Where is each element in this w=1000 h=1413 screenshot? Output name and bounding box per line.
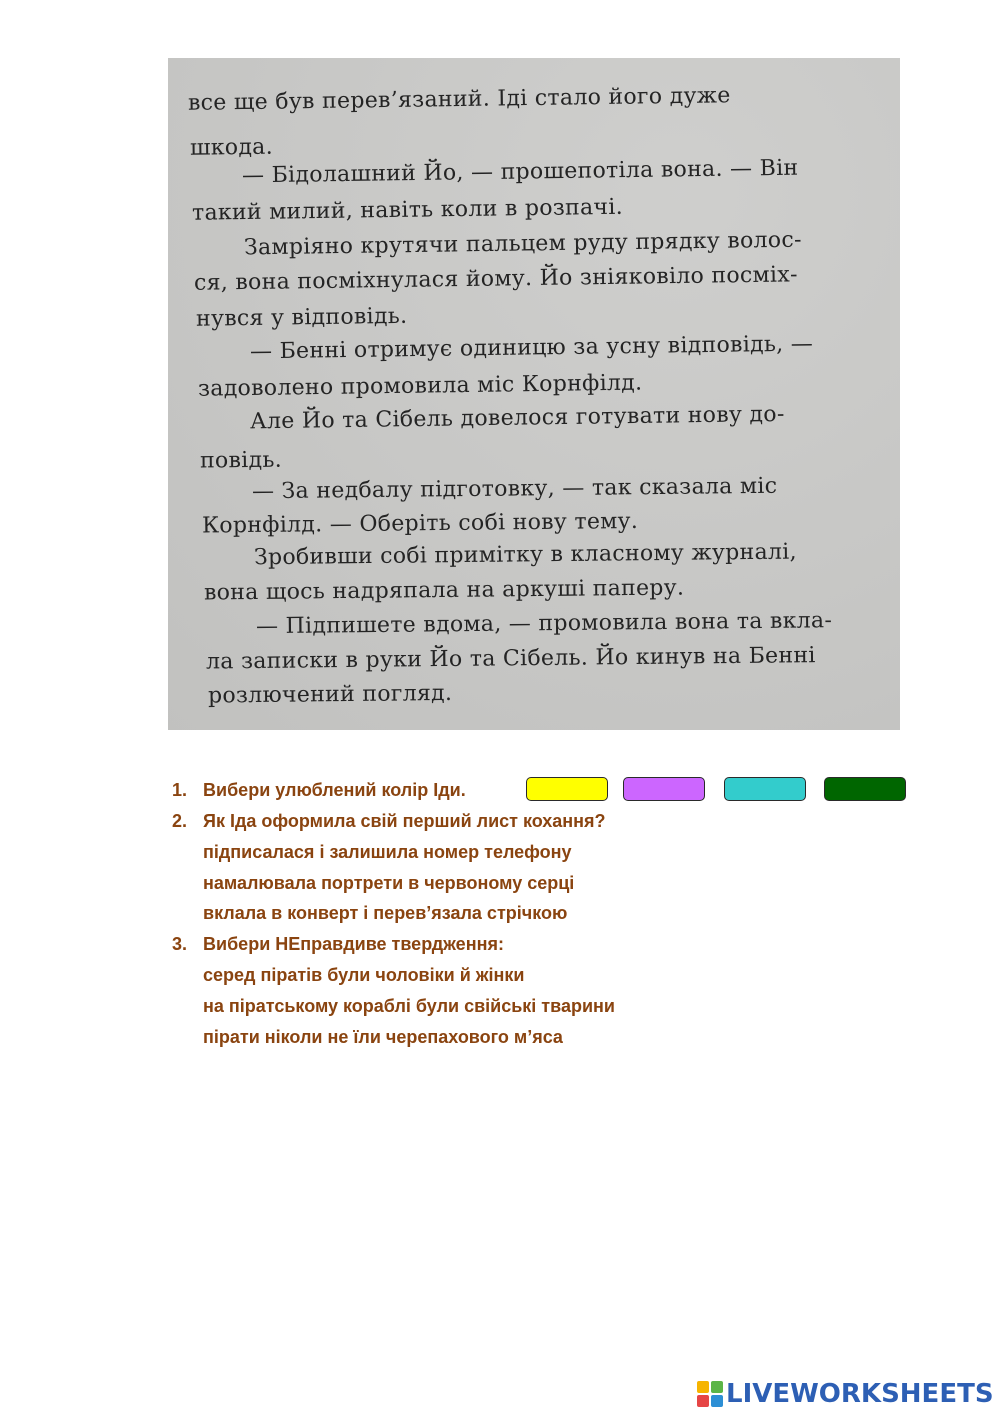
question-text: Вибери улюблений колір Іди. (203, 780, 466, 800)
question-number: 2. (172, 811, 188, 831)
answer-option[interactable]: вклала в конверт і перев’язала стрічкою (203, 903, 568, 923)
scan-line: повідь. (199, 447, 283, 474)
color-option-teal[interactable] (724, 777, 806, 801)
scan-line: Але Йо та Сібель довелося готувати нову до- (249, 401, 785, 435)
scan-line: — Бенні отримує одиницю за усну відповідь, — (249, 331, 814, 365)
scan-line: Корнфілд. — Оберіть собі нову тему. (201, 508, 639, 539)
scan-line: вона щось надряпала на аркуші паперу. (203, 575, 685, 606)
question-3 (172, 935, 504, 953)
answer-option[interactable]: підписалася і залишила номер телефону (203, 842, 572, 862)
scan-line: ся, вона посміхнулася йому. Йо зніяковіло посміх- (193, 262, 798, 296)
question-text: Як Іда оформила свій перший лист кохання? (203, 811, 606, 831)
answer-option[interactable]: пірати ніколи не їли черепахового м’яса (203, 1027, 563, 1047)
scan-line: нувся у відповідь. (195, 303, 408, 332)
logo-mark-square (697, 1395, 709, 1407)
scan-line: ла записки в руки Йо та Сібель. Йо кинув на Бенні (205, 643, 816, 675)
liveworksheets-logo (697, 1380, 994, 1408)
color-option-purple[interactable] (623, 777, 705, 801)
question-number: 3. (172, 934, 188, 954)
answer-option[interactable]: намалювала портрети в червоному серці (203, 873, 575, 893)
scan-line: — За недбалу підготовку, — так сказала міс (251, 473, 778, 505)
logo-mark-square (711, 1395, 723, 1407)
scan-line: все ще був перев’язаний. Іді стало його дуже (187, 83, 731, 116)
scan-line: розлючений погляд. (207, 680, 453, 709)
logo-mark-square (711, 1381, 723, 1393)
question-1 (172, 781, 466, 799)
scan-line: шкода. (189, 134, 274, 161)
answer-option[interactable]: на піратському кораблі були свійські тварини (203, 996, 615, 1016)
scan-line: такий милий, навіть коли в розпачі. (191, 194, 624, 226)
scan-line: задоволено промовила міс Корнфілд. (197, 370, 643, 402)
color-option-green[interactable] (824, 777, 906, 801)
scan-line: — Підпишете вдома, — промовила вона та вкла- (255, 608, 833, 640)
logo-text: LIVEWORKSHEETS (726, 1379, 994, 1409)
book-page-scan (168, 58, 900, 730)
question-number: 1. (172, 780, 188, 800)
scan-line: — Бідолашний Йо, — прошепотіла вона. — Він (241, 155, 799, 189)
scan-line: Зробивши собі примітку в класному журналі, (253, 539, 797, 571)
logo-mark-square (697, 1381, 709, 1393)
answer-option[interactable]: серед піратів були чоловіки й жінки (203, 965, 525, 985)
question-text: Вибери НЕправдиве твердження: (203, 934, 504, 954)
scan-line: Замріяно крутячи пальцем руду прядку волос- (243, 227, 802, 261)
color-option-yellow[interactable] (526, 777, 608, 801)
question-2 (172, 812, 606, 830)
logo-mark-icon (697, 1381, 723, 1407)
